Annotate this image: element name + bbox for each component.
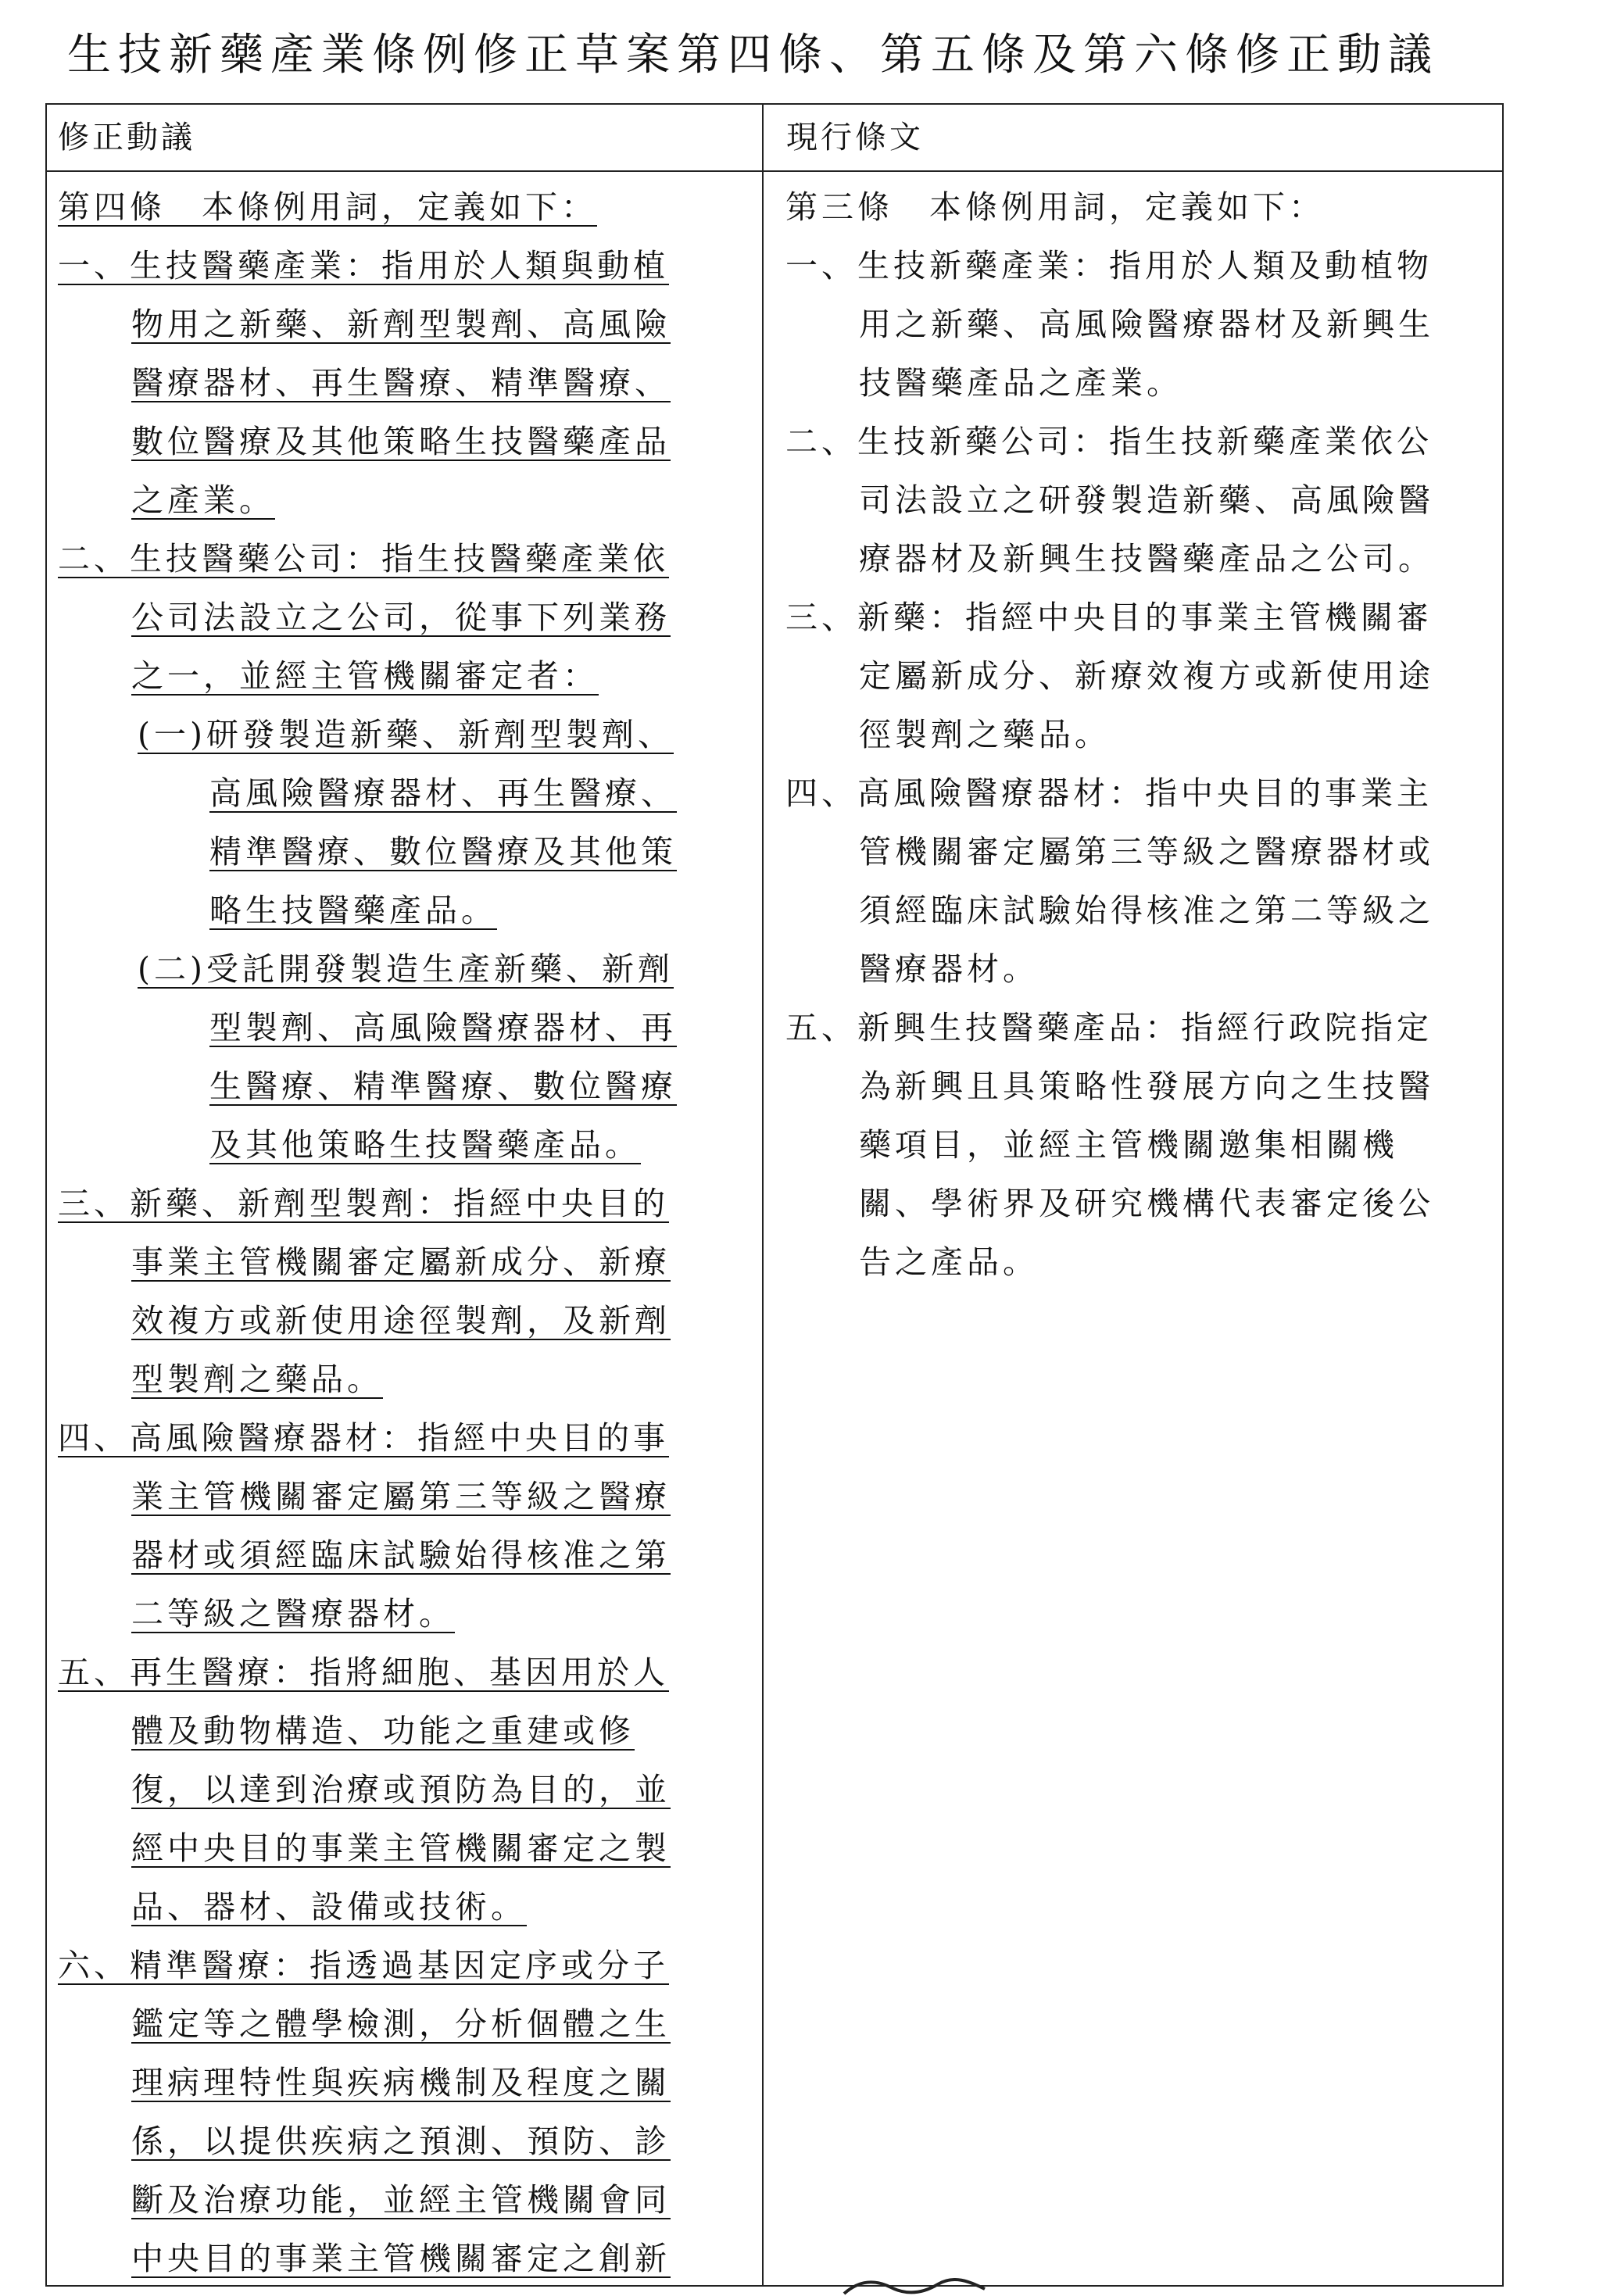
current-text-line: 須經臨床試驗始得核准之第二等級之 bbox=[859, 892, 1434, 929]
amendment-line: 復，以達到治療或預防為目的，並 bbox=[131, 1771, 671, 1808]
amendment-column bbox=[58, 178, 755, 2288]
amendment-line: 係，以提供疾病之預測、預防、診 bbox=[131, 2123, 671, 2160]
amendment-line: 略生技醫藥產品。 bbox=[209, 892, 497, 929]
amendment-line: 二、生技醫藥公司：指生技醫藥產業依 bbox=[58, 540, 669, 578]
current-text-line: 司法設立之研發製造新藥、高風險醫 bbox=[859, 481, 1434, 519]
current-text-line: 藥項目，並經主管機關邀集相關機 bbox=[859, 1126, 1398, 1164]
amendment-line: 器材或須經臨床試驗始得核准之第 bbox=[131, 1536, 671, 1574]
amendment-line: 公司法設立之公司，從事下列業務 bbox=[131, 599, 671, 636]
amendment-line: (二)受託開發製造生產新藥、新劑 bbox=[138, 950, 674, 988]
amendment-line: 業主管機關審定屬第三等級之醫療 bbox=[131, 1478, 671, 1515]
amendment-line: 經中央目的事業主管機關審定之製 bbox=[131, 1829, 671, 1867]
amendment-line: 醫療器材、再生醫療、精準醫療、 bbox=[131, 364, 671, 402]
amendment-line: 之一，並經主管機關審定者： bbox=[131, 657, 599, 695]
amendment-line: 型製劑之藥品。 bbox=[131, 1361, 383, 1398]
current-text-line: 為新興且具策略性發展方向之生技醫 bbox=[859, 1068, 1434, 1105]
current-text-line: 一、生技新藥產業：指用於人類及動植物 bbox=[785, 247, 1433, 284]
current-text-line: 徑製劑之藥品。 bbox=[859, 716, 1111, 753]
amendment-line: 理病理特性與疾病機制及程度之關 bbox=[131, 2064, 671, 2101]
handwritten-mark bbox=[836, 2278, 993, 2296]
current-text-line: 定屬新成分、新療效複方或新使用途 bbox=[859, 657, 1434, 695]
amendment-line: 數位醫療及其他策略生技醫藥產品 bbox=[131, 423, 671, 460]
amendment-line: 物用之新藥、新劑型製劑、高風險 bbox=[131, 306, 671, 343]
current-text-line: 告之產品。 bbox=[859, 1243, 1039, 1281]
amendment-line: 及其他策略生技醫藥產品。 bbox=[209, 1126, 641, 1164]
current-text-line: 二、生技新藥公司：指生技新藥產業依公 bbox=[785, 423, 1433, 460]
current-text-line: 用之新藥、高風險醫療器材及新興生 bbox=[859, 306, 1434, 343]
amendment-line: 高風險醫療器材、再生醫療、 bbox=[209, 774, 677, 812]
amendment-line: 效複方或新使用途徑製劑，及新劑 bbox=[131, 1302, 671, 1339]
amendment-line: 五、再生醫療：指將細胞、基因用於人 bbox=[58, 1654, 669, 1691]
current-text-line: 四、高風險醫療器材：指中央目的事業主 bbox=[785, 774, 1433, 812]
amendment-line: 型製劑、高風險醫療器材、再 bbox=[209, 1009, 677, 1046]
amendment-line: 二等級之醫療器材。 bbox=[131, 1595, 455, 1633]
current-text-line: 第三條 本條例用詞，定義如下： bbox=[785, 188, 1325, 226]
amendment-line: 斷及治療功能，並經主管機關會同 bbox=[131, 2181, 671, 2219]
amendment-line: 鑑定等之體學檢測，分析個體之生 bbox=[131, 2005, 671, 2043]
current-text-column bbox=[785, 178, 1489, 1292]
amendment-line: 之產業。 bbox=[131, 481, 275, 519]
document-title: 生技新藥產業條例修正草案第四條、第五條及第六條修正動議 bbox=[67, 30, 1439, 80]
current-text-line: 三、新藥：指經中央目的事業主管機關審 bbox=[785, 599, 1433, 636]
amendment-line: (一)研發製造新藥、新劑型製劑、 bbox=[138, 716, 674, 753]
amendment-line: 六、精準醫療：指透過基因定序或分子 bbox=[58, 1947, 669, 1984]
current-text-line: 五、新興生技醫藥產品：指經行政院指定 bbox=[785, 1009, 1433, 1046]
header-current-text: 現行條文 bbox=[786, 120, 924, 156]
amendment-line: 事業主管機關審定屬新成分、新療 bbox=[131, 1243, 671, 1281]
comparison-table bbox=[45, 103, 1504, 2287]
current-text-line: 療器材及新興生技醫藥產品之公司。 bbox=[859, 540, 1434, 578]
amendment-line: 四、高風險醫療器材：指經中央目的事 bbox=[58, 1419, 669, 1457]
amendment-line: 第四條 本條例用詞，定義如下： bbox=[58, 188, 597, 226]
amendment-line: 品、器材、設備或技術。 bbox=[131, 1888, 527, 1926]
current-text-line: 管機關審定屬第三等級之醫療器材或 bbox=[859, 833, 1434, 871]
amendment-line: 體及動物構造、功能之重建或修 bbox=[131, 1712, 635, 1750]
column-divider bbox=[762, 105, 764, 2285]
current-text-line: 技醫藥產品之產業。 bbox=[859, 364, 1182, 402]
header-amendment: 修正動議 bbox=[58, 120, 195, 156]
amendment-line: 生醫療、精準醫療、數位醫療 bbox=[209, 1068, 677, 1105]
amendment-line: 三、新藥、新劑型製劑：指經中央目的 bbox=[58, 1185, 669, 1222]
current-text-line: 醫療器材。 bbox=[859, 950, 1039, 988]
amendment-line: 一、生技醫藥產業：指用於人類與動植 bbox=[58, 247, 669, 284]
current-text-line: 關、學術界及研究機構代表審定後公 bbox=[859, 1185, 1434, 1222]
header-divider bbox=[47, 170, 1502, 172]
amendment-line: 精準醫療、數位醫療及其他策 bbox=[209, 833, 677, 871]
amendment-line: 中央目的事業主管機關審定之創新 bbox=[131, 2240, 671, 2277]
